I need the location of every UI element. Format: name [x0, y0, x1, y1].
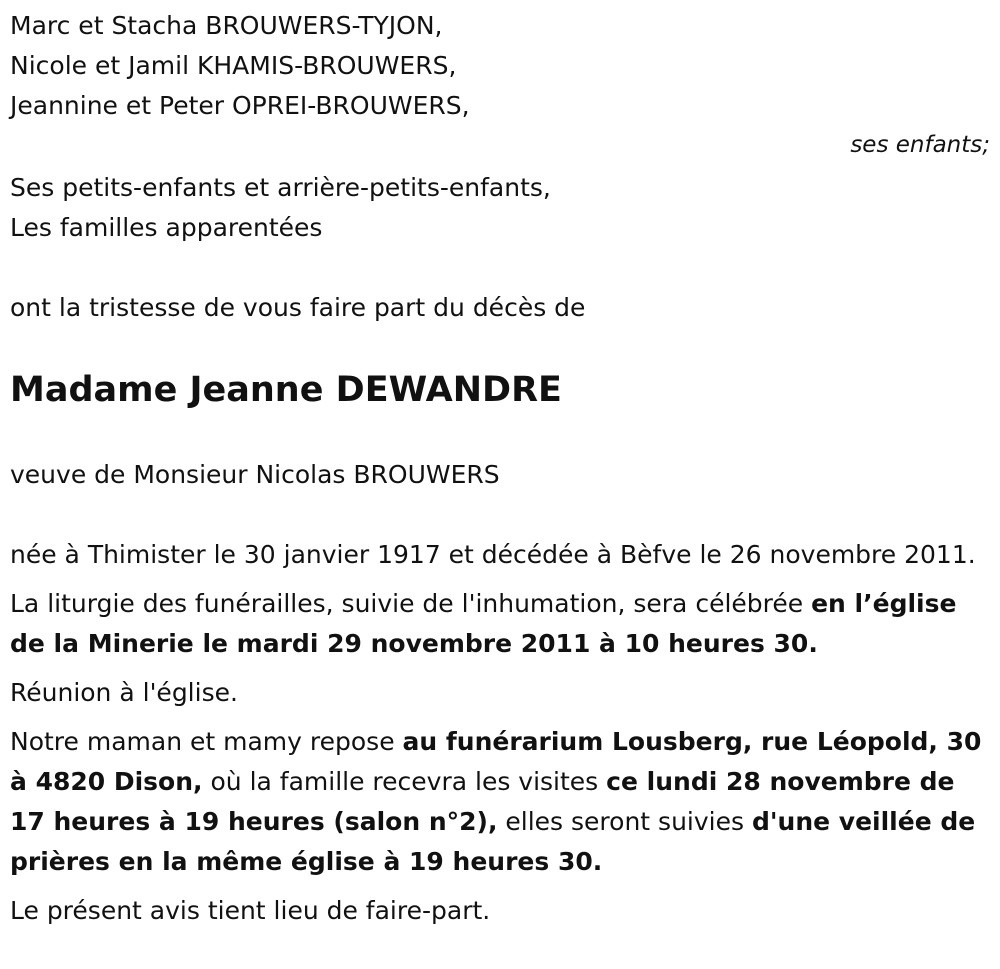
death-notice — [10, 6, 990, 931]
visitation-bold-1: au funérarium Lousberg, rue Léopold, 30 à 4820 Dison, — [10, 727, 982, 796]
child-line: Nicole et Jamil KHAMIS-BROUWERS, — [10, 51, 457, 80]
deceased-name: Madame Jeanne DEWANDRE — [10, 370, 562, 410]
birth-death-text: née à Thimister le 30 janvier 1917 et décédée à Bèfve le 26 novembre 2011. — [10, 540, 976, 569]
widow-of-text: veuve de Monsieur Nicolas BROUWERS — [10, 460, 500, 489]
meeting-text: Réunion à l'église. — [10, 678, 238, 707]
funeral-paragraph — [10, 584, 990, 664]
child-line: Jeannine et Peter OPREI-BROUWERS, — [10, 91, 470, 120]
visitation-paragraph — [10, 722, 990, 882]
announcement-text: ont la tristesse de vous faire part du décès de — [10, 293, 586, 322]
visitation-text-1: Notre maman et mamy repose — [10, 727, 403, 756]
family-list — [10, 168, 990, 248]
children-note: ses enfants; — [850, 132, 990, 158]
closing-text: Le présent avis tient lieu de faire-part. — [10, 896, 491, 925]
family-line: Ses petits-enfants et arrière-petits-enfants, — [10, 173, 551, 202]
child-line: Marc et Stacha BROUWERS-TYJON, — [10, 11, 443, 40]
visitation-bold-2: ce lundi 28 novembre de 17 heures à 19 heures (salon n°2), — [10, 767, 955, 836]
children-list — [10, 6, 990, 126]
visitation-text-3: elles seront suivies — [497, 807, 752, 836]
family-line: Les familles apparentées — [10, 213, 323, 242]
funeral-text: La liturgie des funérailles, suivie de l'inhumation, sera célébrée — [10, 589, 812, 618]
visitation-bold-3: d'une veillée de prières en la même église à 19 heures 30. — [10, 807, 976, 876]
visitation-text-2: où la famille recevra les visites — [202, 767, 607, 796]
funeral-bold: en l’église de la Minerie le mardi 29 novembre 2011 à 10 heures 30. — [10, 589, 957, 658]
